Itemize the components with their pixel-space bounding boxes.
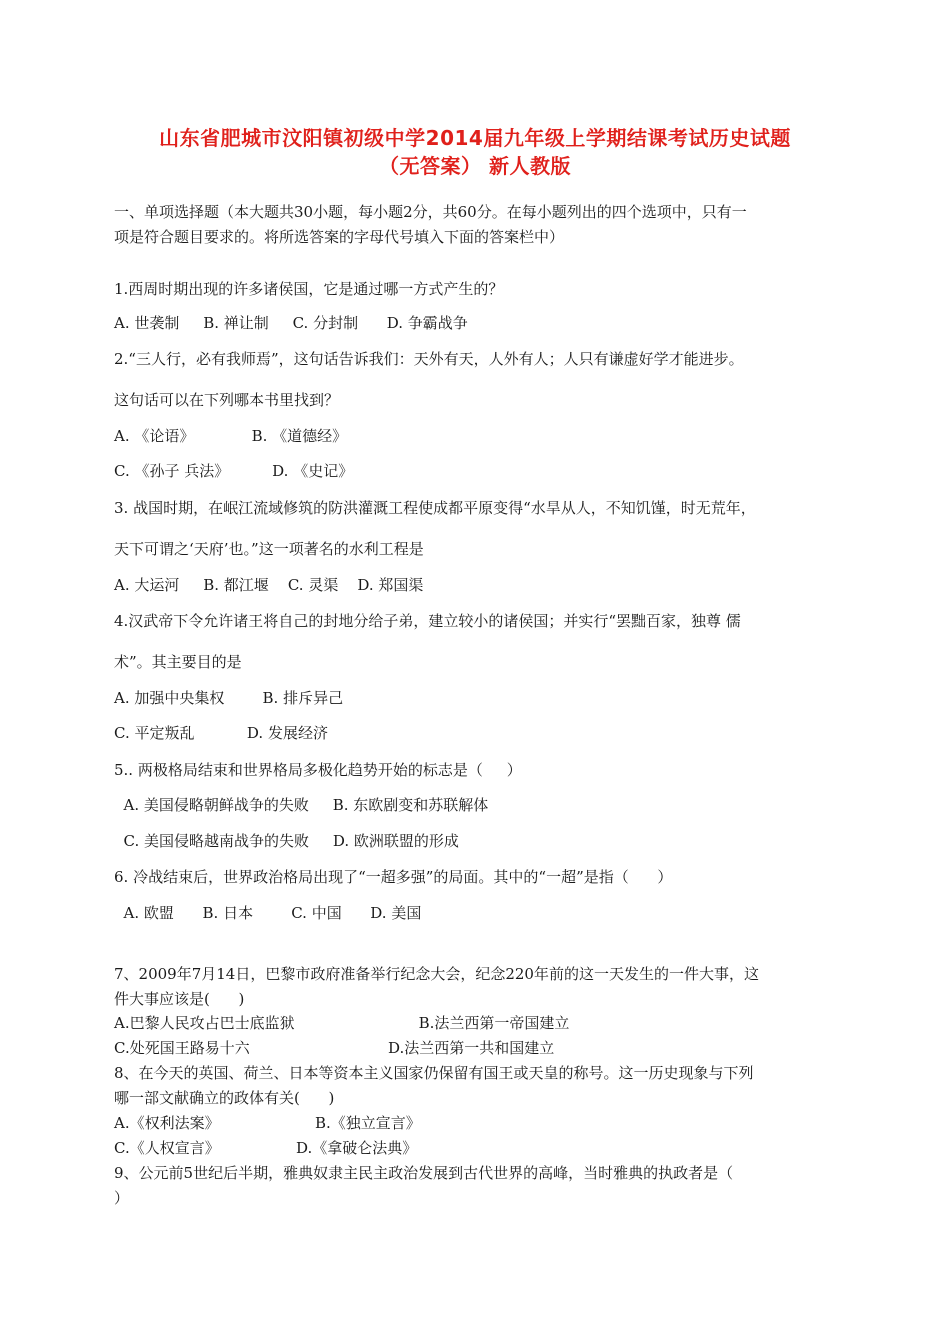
question-5-options-line2: C. 美国侵略越南战争的失败 D. 欧洲联盟的形成 <box>114 832 459 850</box>
question-8-options-line2: C.《人权宣言》 D.《拿破仑法典》 <box>114 1139 418 1157</box>
section-instructions-line2: 项是符合题目要求的。将所选答案的字母代号填入下面的答案栏中） <box>114 228 565 246</box>
question-4-options-line1: A. 加强中央集权 B. 排斥异己 <box>114 689 344 707</box>
exam-title-line1: 山东省肥城市汶阳镇初级中学2014届九年级上学期结课考试历史试题 <box>159 126 791 150</box>
question-4-stem-line2: 术”。其主要目的是 <box>114 653 242 671</box>
question-7-options-line2: C.处死国王路易十六 D.法兰西第一共和国建立 <box>114 1039 555 1057</box>
question-2-stem-line1: 2.“三人行，必有我师焉”，这句话告诉我们：天外有天，人外有人；人只有谦虚好学才能进步。 <box>114 350 744 368</box>
question-1-options: A. 世袭制 B. 禅让制 C. 分封制 D. 争霸战争 <box>114 314 468 332</box>
question-9-stem-line1: 9、公元前5世纪后半期，雅典奴隶主民主政治发展到古代世界的高峰，当时雅典的执政者是（ <box>114 1164 734 1182</box>
question-9-stem-line2: ） <box>114 1189 130 1207</box>
question-6-stem: 6. 冷战结束后，世界政治格局出现了“一超多强”的局面。其中的“一超”是指（ ） <box>114 868 673 886</box>
question-3-stem-line2: 天下可谓之‘天府’也。”这一项著名的水利工程是 <box>114 540 424 558</box>
question-7-stem-line2: 件大事应该是( ) <box>114 990 245 1008</box>
question-4-options-line2: C. 平定叛乱 D. 发展经济 <box>114 724 328 742</box>
question-2-options-line1: A. 《论语》 B. 《道德经》 <box>114 427 348 445</box>
question-3-options: A. 大运河 B. 都江堰 C. 灵渠 D. 郑国渠 <box>114 576 424 594</box>
exam-title-line2: （无答案） 新人教版 <box>379 154 571 178</box>
question-6-options: A. 欧盟 B. 日本 C. 中国 D. 美国 <box>114 904 422 922</box>
question-1-stem: 1.西周时期出现的许多诸侯国，它是通过哪一方式产生的？ <box>114 280 504 298</box>
question-8-options-line1: A.《权利法案》 B.《独立宣言》 <box>114 1114 421 1132</box>
question-8-stem-line2: 哪一部文献确立的政体有关( ) <box>114 1089 335 1107</box>
question-5-options-line1: A. 美国侵略朝鲜战争的失败 B. 东欧剧变和苏联解体 <box>114 796 489 814</box>
question-7-stem-line1: 7、2009年7月14日，巴黎市政府准备举行纪念大会，纪念220年前的这一天发生的一件大事，这 <box>114 965 759 983</box>
question-2-options-line2: C. 《孙子 兵法》 D. 《史记》 <box>114 462 354 480</box>
question-7-options-line1: A.巴黎人民攻占巴士底监狱 B.法兰西第一帝国建立 <box>114 1014 570 1032</box>
question-3-stem-line1: 3. 战国时期，在岷江流域修筑的防洪灌溉工程使成都平原变得“水旱从人，不知饥馑，时无荒年， <box>114 499 756 517</box>
question-8-stem-line1: 8、在今天的英国、荷兰、日本等资本主义国家仍保留有国王或天皇的称号。这一历史现象与下列 <box>114 1064 754 1082</box>
question-2-stem-line2: 这句话可以在下列哪本书里找到？ <box>114 391 340 409</box>
section-instructions-line1: 一、单项选择题（本大题共30小题，每小题2分，共60分。在每小题列出的四个选项中，只有一 <box>114 203 747 221</box>
question-5-stem: 5.. 两极格局结束和世界格局多极化趋势开始的标志是（ ） <box>114 761 522 779</box>
question-4-stem-line1: 4.汉武帝下令允许诸王将自己的封地分给子弟，建立较小的诸侯国；并实行“罢黜百家，独尊 儒 <box>114 612 741 630</box>
